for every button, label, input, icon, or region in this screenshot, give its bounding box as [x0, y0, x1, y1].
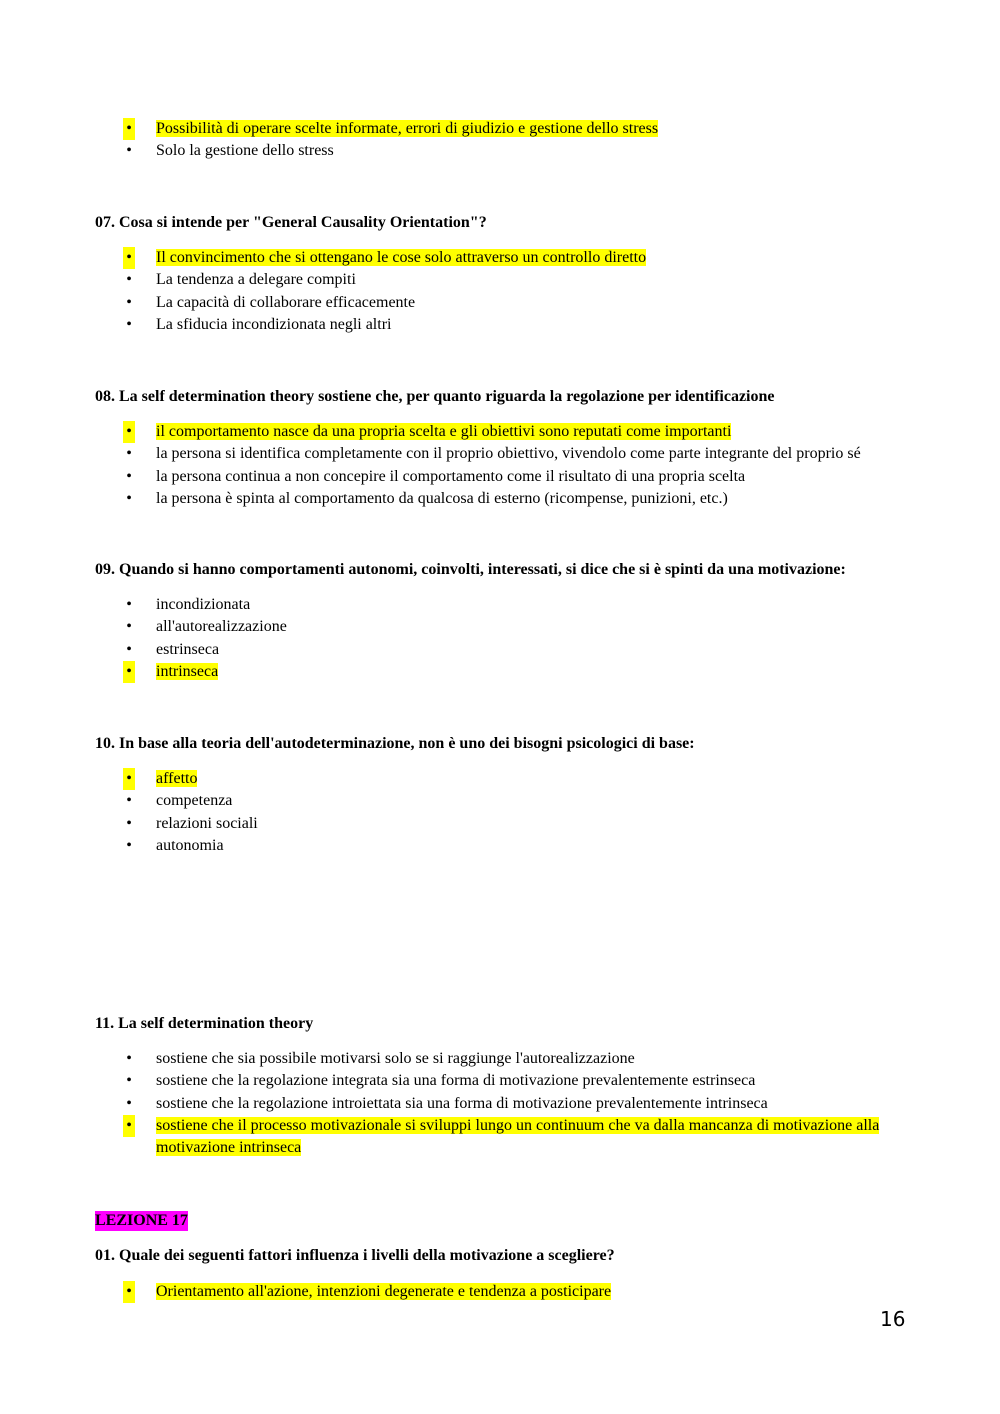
answer-text: estrinseca — [156, 640, 220, 658]
question-10 — [95, 734, 915, 754]
bullet-icon: • — [123, 247, 135, 269]
bullet-icon: • — [126, 618, 132, 636]
answer-item — [95, 616, 915, 638]
answer-text: competenza — [156, 792, 233, 810]
answer-list — [95, 1281, 915, 1303]
question-07-answers — [95, 247, 915, 336]
page-number: 16 — [880, 1307, 906, 1331]
answer-list — [95, 421, 935, 510]
lesson17-question-01-answers — [95, 1281, 915, 1303]
lesson-label: LEZIONE 17 — [95, 1212, 188, 1229]
answer-text: Possibilità di operare scelte informate, errori di giudizio e gestione dello stress — [156, 120, 659, 137]
bullet-icon: • — [123, 768, 135, 790]
answer-item — [95, 835, 915, 857]
answer-item — [95, 443, 935, 465]
answer-list — [95, 594, 915, 683]
answer-text: sostiene che sia possibile motivarsi solo se si raggiunge l'autorealizzazione — [156, 1050, 635, 1067]
bullet-icon: • — [126, 596, 132, 613]
answer-item — [95, 594, 915, 616]
bullet-icon: • — [126, 814, 132, 832]
lesson17-question-01 — [95, 1246, 915, 1266]
bullet-icon: • — [126, 489, 132, 507]
answer-text: Solo la gestione dello stress — [156, 142, 334, 160]
question-09-answers — [95, 594, 915, 683]
bullet-icon: • — [126, 640, 132, 658]
answer-item — [95, 314, 915, 336]
answer-list — [95, 768, 915, 857]
question-06-tail — [95, 118, 915, 163]
answer-list — [95, 1048, 895, 1159]
bullet-icon: • — [123, 421, 135, 443]
answer-text: La capacità di collaborare efficacemente — [156, 293, 416, 311]
answer-item — [95, 421, 935, 443]
answer-item — [95, 118, 915, 140]
question-11 — [95, 1014, 915, 1034]
answer-item — [95, 639, 915, 661]
question-title: 09. Quando si hanno comportamenti autonomi, coinvolti, interessati, si dice che si è spinti da una motivazione: — [95, 561, 846, 578]
answer-text: il comportamento nasce da una propria scelta e gli obiettivi sono reputati come importanti — [156, 423, 732, 440]
answer-text: sostiene che la regolazione integrata sia una forma di motivazione prevalentemente estrinseca — [156, 1072, 756, 1090]
answer-list — [95, 118, 915, 163]
question-10-answers — [95, 768, 915, 857]
question-07 — [95, 213, 915, 233]
bullet-icon: • — [123, 118, 135, 140]
answer-text: sostiene che la regolazione introiettata sia una forma di motivazione prevalentemente intrinseca — [156, 1094, 768, 1112]
answer-text: intrinseca — [156, 662, 219, 680]
answer-text: incondizionata — [156, 596, 251, 613]
answer-item — [95, 1048, 895, 1070]
bullet-icon: • — [126, 1050, 132, 1067]
bullet-icon: • — [123, 661, 135, 683]
question-title: 08. La self determination theory sostiene che, per quanto riguarda la regolazione per identificazione — [95, 388, 775, 405]
answer-text: sostiene che il processo motivazionale si sviluppi lungo un continuum che va dalla mancanza di motivazione alla motivazione intrinseca — [156, 1116, 880, 1157]
answer-item — [95, 813, 915, 835]
answer-item — [95, 661, 915, 683]
answer-text: Il convincimento che si ottengano le cose solo attraverso un controllo diretto — [156, 249, 647, 266]
answer-text: affetto — [156, 770, 198, 787]
answer-text: la persona continua a non concepire il comportamento come il risultato di una propria scelta — [156, 467, 746, 485]
lesson-heading — [95, 1211, 915, 1231]
bullet-icon: • — [126, 1094, 132, 1112]
question-title: 01. Quale dei seguenti fattori influenza i livelli della motivazione a scegliere? — [95, 1247, 615, 1264]
answer-text: La tendenza a delegare compiti — [156, 271, 356, 289]
bullet-icon: • — [123, 1115, 135, 1137]
question-08-answers — [95, 421, 935, 510]
bullet-icon: • — [126, 1072, 132, 1090]
answer-text: all'autorealizzazione — [156, 618, 287, 636]
question-08 — [95, 387, 935, 407]
answer-item — [95, 269, 915, 291]
answer-list — [95, 247, 915, 336]
question-title: 07. Cosa si intende per "General Causality Orientation"? — [95, 214, 487, 231]
answer-item — [95, 1281, 915, 1303]
bullet-icon: • — [126, 315, 132, 333]
bullet-icon: • — [126, 142, 132, 160]
answer-text: Orientamento all'azione, intenzioni degenerate e tendenza a posticipare — [156, 1283, 612, 1300]
bullet-icon: • — [126, 293, 132, 311]
question-11-answers — [95, 1048, 895, 1159]
bullet-icon: • — [123, 1281, 135, 1303]
bullet-icon: • — [126, 467, 132, 485]
bullet-icon: • — [126, 836, 132, 854]
answer-item — [95, 247, 915, 269]
question-title: 11. La self determination theory — [95, 1015, 314, 1032]
question-title: 10. In base alla teoria dell'autodeterminazione, non è uno dei bisogni psicologici di base: — [95, 735, 695, 752]
answer-text: la persona si identifica completamente con il proprio obiettivo, vivendolo come parte integrante del proprio sé — [156, 445, 861, 463]
answer-item — [95, 140, 915, 162]
answer-item — [95, 466, 935, 488]
answer-item — [95, 1093, 895, 1115]
question-09 — [95, 560, 935, 580]
bullet-icon: • — [126, 792, 132, 810]
answer-item — [95, 292, 915, 314]
answer-text: La sfiducia incondizionata negli altri — [156, 315, 392, 333]
answer-item — [95, 1115, 895, 1160]
answer-item — [95, 488, 935, 510]
bullet-icon: • — [126, 271, 132, 289]
answer-item — [95, 768, 915, 790]
answer-text: relazioni sociali — [156, 814, 258, 832]
answer-text: autonomia — [156, 836, 224, 854]
answer-item — [95, 790, 915, 812]
answer-item — [95, 1070, 895, 1092]
bullet-icon: • — [126, 445, 132, 463]
answer-text: la persona è spinta al comportamento da qualcosa di esterno (ricompense, punizioni, etc.) — [156, 489, 728, 507]
